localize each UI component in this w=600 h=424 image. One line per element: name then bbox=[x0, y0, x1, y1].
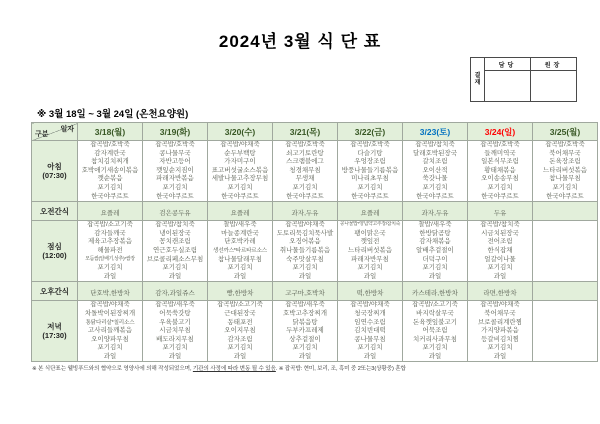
menu-item: 동태포전 bbox=[227, 318, 253, 326]
corner-cell bbox=[32, 123, 78, 141]
menu-item: 깻잎순지짐이 bbox=[156, 166, 194, 174]
menu-cell bbox=[403, 301, 468, 362]
menu-cell bbox=[533, 141, 598, 202]
column-header-date: 3/25(월) bbox=[533, 123, 598, 141]
approval-column-1: 담당 bbox=[485, 58, 531, 71]
menu-item: 포기김치 bbox=[97, 264, 123, 272]
menu-item: 과일 bbox=[363, 352, 377, 360]
menu-item: 잡곡밥/호박죽 bbox=[350, 141, 390, 148]
menu-item: 한국야쿠르트 bbox=[546, 192, 584, 200]
menu-cell bbox=[78, 301, 143, 362]
menu-item: 얼갈이나물 bbox=[484, 255, 516, 263]
menu-item: 한국야쿠르트 bbox=[156, 192, 194, 200]
menu-item: 과일 bbox=[493, 272, 507, 280]
menu-item: 포기김치 bbox=[97, 183, 123, 191]
menu-item: 감자채볶음 bbox=[419, 238, 451, 246]
menu-item: 포기김치 bbox=[227, 344, 253, 352]
snack-cell bbox=[273, 202, 338, 221]
menu-item: 닭볶음탕 bbox=[292, 318, 318, 326]
menu-item: 파래자반무침 bbox=[351, 255, 389, 263]
menu-item: 냉이된장국 bbox=[159, 229, 191, 237]
menu-item: 잡곡밥/참치죽 bbox=[480, 221, 520, 229]
menu-item: 포기김치 bbox=[422, 264, 448, 272]
menu-cell bbox=[208, 221, 273, 282]
menu-item: 들깨미역국 bbox=[484, 149, 516, 157]
menu-item: 포기김치 bbox=[227, 183, 253, 191]
menu-item: 포기김치 bbox=[357, 264, 383, 272]
menu-cell bbox=[78, 141, 143, 202]
snack-cell bbox=[338, 282, 403, 301]
column-header-date: 3/20(수) bbox=[208, 123, 273, 141]
menu-cell bbox=[403, 221, 468, 282]
row-label: 점심 (12:00) bbox=[32, 221, 78, 282]
menu-item: 과일 bbox=[168, 272, 182, 280]
snack-item: 단호박,한방차 bbox=[90, 290, 130, 298]
menu-item: 찰밥/새우죽 bbox=[418, 221, 452, 229]
snack-item: 두유 bbox=[493, 210, 507, 218]
menu-item: 도토리묵김치묵사발 bbox=[276, 229, 334, 237]
corner-label-date: 일자 bbox=[60, 126, 74, 133]
menu-item: 자반고등어 bbox=[159, 158, 191, 166]
menu-item: 깻잎전 bbox=[360, 238, 380, 246]
menu-cell bbox=[338, 221, 403, 282]
corner-label-category: 구분 bbox=[35, 131, 49, 138]
menu-item: 통닭다리살*칠리소스 bbox=[85, 319, 135, 326]
menu-item: 한국야쿠르트 bbox=[416, 192, 454, 200]
menu-item: 포기김치 bbox=[227, 264, 253, 272]
menu-item: 갈치조림 bbox=[422, 158, 448, 166]
menu-item: 호박고추장찌개 bbox=[283, 309, 327, 317]
snack-item: 요플레 bbox=[230, 210, 250, 218]
approval-box bbox=[470, 57, 577, 102]
menu-table bbox=[31, 122, 598, 362]
row-label: 오전간식 bbox=[32, 202, 78, 221]
menu-item: 잡곡밥/야채죽 bbox=[220, 141, 260, 148]
footer-note-underlined: 기관의 사정에 따라 변동 될 수 있음 bbox=[192, 366, 276, 372]
menu-item: 스크램블에그 bbox=[286, 158, 324, 166]
menu-item: 무생채 bbox=[295, 175, 315, 183]
meal-row bbox=[32, 141, 598, 202]
menu-item: 과일 bbox=[298, 352, 312, 360]
menu-table-body bbox=[32, 123, 598, 362]
snack-cell bbox=[208, 202, 273, 221]
snack-item: 카스테라,한방차 bbox=[412, 290, 458, 298]
column-header-date: 3/19(화) bbox=[143, 123, 208, 141]
snack-row bbox=[32, 282, 598, 301]
menu-item: 임연수조림 bbox=[354, 318, 386, 326]
menu-item: 잡곡밥/새우죽 bbox=[285, 301, 325, 309]
menu-item: 오이산적 bbox=[422, 166, 448, 174]
header-row bbox=[32, 123, 598, 141]
menu-item: 잡곡밥/새우죽 bbox=[155, 301, 195, 309]
menu-item: 브로콜리계란찜 bbox=[478, 318, 522, 326]
menu-item: 시금치된장국 bbox=[481, 229, 519, 237]
menu-item: 참치김치찌개 bbox=[91, 158, 129, 166]
column-header-date: 3/22(금) bbox=[338, 123, 403, 141]
menu-item: 잡곡밥/호박죽 bbox=[285, 141, 325, 148]
footer-note-prefix: ※ 본 식단표는 웰빙푸드와의 협약으로 영양사에 의해 작성되었으며, bbox=[32, 366, 193, 372]
menu-item: 가자미구이 bbox=[224, 158, 256, 166]
menu-item: 더덕구이 bbox=[422, 255, 448, 263]
menu-cell bbox=[273, 221, 338, 282]
row-label: 아침 (07:30) bbox=[32, 141, 78, 202]
menu-item: 감자조림 bbox=[227, 335, 253, 343]
menu-cell bbox=[468, 301, 533, 362]
menu-item: 순두부백탕 bbox=[224, 149, 256, 157]
menu-item: 북어채무국 bbox=[549, 149, 581, 157]
menu-item: 포기김치 bbox=[292, 344, 318, 352]
menu-cell bbox=[338, 301, 403, 362]
menu-item: 포기김치 bbox=[357, 344, 383, 352]
menu-item: 상추겉절이 bbox=[289, 335, 321, 343]
meal-row bbox=[32, 221, 598, 282]
snack-cell bbox=[78, 282, 143, 301]
menu-item: 포기김치 bbox=[552, 183, 578, 191]
menu-item: 전어조림 bbox=[487, 238, 513, 246]
menu-item: 청국장찌개 bbox=[354, 309, 386, 317]
approval-column-2: 원장 bbox=[531, 58, 577, 71]
menu-item: 두부카프레제 bbox=[286, 327, 324, 335]
menu-item: 오이송송무침 bbox=[481, 175, 519, 183]
menu-item: 한식잡채 bbox=[487, 246, 513, 254]
menu-cell bbox=[468, 141, 533, 202]
menu-item: 치커리사과무침 bbox=[413, 335, 457, 343]
snack-item: 빵,한방차 bbox=[226, 290, 254, 298]
menu-item: 포기김치 bbox=[97, 344, 123, 352]
menu-item: 마늘종계란국 bbox=[221, 229, 259, 237]
menu-item: 등갈비김치찜 bbox=[481, 335, 519, 343]
snack-item: 고구마,호박차 bbox=[285, 290, 325, 298]
menu-item: 미나리초무침 bbox=[351, 175, 389, 183]
menu-item: 바지락살무국 bbox=[416, 309, 454, 317]
menu-item: 잡곡밥/참치죽 bbox=[415, 141, 455, 148]
menu-item: 과일 bbox=[233, 272, 247, 280]
menu-cell bbox=[533, 301, 598, 362]
menu-item: 호박애기새송이볶음 bbox=[81, 166, 139, 174]
menu-cell bbox=[468, 221, 533, 282]
footer-note-suffix: . ※ 잡곡밥: 현미, 보리, 조, 흑미 중 2또는3(상황중) 혼합 bbox=[275, 366, 406, 372]
menu-item: 표고버섯굴소스볶음 bbox=[211, 166, 269, 174]
menu-item: 감자들깨국 bbox=[94, 229, 126, 237]
snack-item: 요플레 bbox=[100, 210, 120, 218]
menu-item: 우육불고기 bbox=[159, 318, 191, 326]
menu-item: 고사리들깨볶음 bbox=[88, 327, 132, 335]
menu-item: 찰밥/새우죽 bbox=[223, 221, 257, 229]
menu-cell bbox=[208, 301, 273, 362]
menu-item: 브로콜리페소스무침 bbox=[146, 255, 204, 263]
snack-cell bbox=[338, 202, 403, 221]
snack-cell bbox=[533, 202, 598, 221]
menu-item: 과일 bbox=[298, 272, 312, 280]
snack-cell bbox=[403, 202, 468, 221]
menu-item: 파래자반볶음 bbox=[156, 175, 194, 183]
menu-item: 근대된장국 bbox=[224, 309, 256, 317]
menu-item: 시금치무침 bbox=[159, 327, 191, 335]
menu-item: 쑥갓나물 bbox=[422, 175, 448, 183]
menu-item: 포기김치 bbox=[487, 344, 513, 352]
menu-cell bbox=[143, 141, 208, 202]
row-label: 저녁 (17:30) bbox=[32, 301, 78, 362]
snack-cell bbox=[468, 202, 533, 221]
menu-item: 청경채무침 bbox=[289, 166, 321, 174]
menu-item: 잡곡밥/호박죽 bbox=[545, 141, 585, 148]
menu-item: 느타리버섯볶음 bbox=[543, 166, 587, 174]
snack-cell bbox=[533, 282, 598, 301]
menu-item: 오이지무침 bbox=[224, 327, 256, 335]
menu-item: 잡곡밥/참치죽 bbox=[155, 221, 195, 229]
menu-item: 포기김치 bbox=[422, 183, 448, 191]
menu-item: 꽁치캔조림 bbox=[159, 238, 191, 246]
menu-item: 잡곡밥/호박죽 bbox=[155, 141, 195, 148]
menu-item: 잡곡밥/야채죽 bbox=[480, 301, 520, 309]
menu-item: 과일 bbox=[233, 352, 247, 360]
menu-cell bbox=[273, 141, 338, 202]
menu-item: 과일 bbox=[103, 352, 117, 360]
menu-item: 방풍나물들기름볶음 bbox=[341, 166, 399, 174]
menu-cell bbox=[208, 141, 273, 202]
column-header-date: 3/24(일) bbox=[468, 123, 533, 141]
row-label: 오후간식 bbox=[32, 282, 78, 301]
menu-item: 북어채무국 bbox=[484, 309, 516, 317]
snack-cell bbox=[143, 202, 208, 221]
snack-item: 떡,한방차 bbox=[356, 290, 384, 298]
menu-item: 과일 bbox=[168, 352, 182, 360]
menu-item: 돈육깻잎불고기 bbox=[413, 318, 457, 326]
snack-row bbox=[32, 202, 598, 221]
menu-item: 잡곡밥/야채죽 bbox=[350, 301, 390, 309]
snack-cell bbox=[143, 282, 208, 301]
menu-item: 잡곡밥/호박죽 bbox=[90, 141, 130, 148]
menu-item: 포기김치 bbox=[357, 183, 383, 191]
menu-item: 한국야쿠르트 bbox=[286, 192, 324, 200]
menu-item: 콩나물무침 bbox=[354, 335, 386, 343]
menu-item: 포기김치 bbox=[487, 183, 513, 191]
menu-item: 팽이맑은국 bbox=[354, 229, 386, 237]
menu-item: 한국야쿠르트 bbox=[351, 192, 389, 200]
menu-item: 참나물무침 bbox=[549, 175, 581, 183]
menu-item: 어묵쑥갓탕 bbox=[159, 309, 191, 317]
menu-item: 해물파전 bbox=[97, 246, 123, 254]
menu-item: 가지양파볶음 bbox=[481, 327, 519, 335]
menu-item: 어묵조림 bbox=[422, 327, 448, 335]
menu-item: 세발나물고추장무침 bbox=[211, 175, 269, 183]
menu-item: 우엉장조림 bbox=[354, 158, 386, 166]
menu-item: 포기김치 bbox=[162, 264, 188, 272]
menu-item: 감자계란국 bbox=[94, 149, 126, 157]
menu-item: 과일 bbox=[103, 272, 117, 280]
menu-item: 잡곡밥/소고기죽 bbox=[217, 301, 263, 309]
column-header-date: 3/21(목) bbox=[273, 123, 338, 141]
menu-item: 포기김치 bbox=[162, 344, 188, 352]
menu-item: 포기김치 bbox=[422, 344, 448, 352]
menu-item: 달래호박된장국 bbox=[413, 149, 457, 157]
snack-item: 과자,두유 bbox=[421, 210, 449, 218]
menu-item: 잡곡밥/야채죽 bbox=[285, 221, 325, 229]
page-title: 2024년 3월 식 단 표 bbox=[218, 32, 382, 51]
approval-sign-cell bbox=[485, 71, 531, 102]
menu-item: 김치빈대떡 bbox=[354, 327, 386, 335]
menu-item: 잡곡밥/야채죽 bbox=[90, 301, 130, 309]
menu-item: 취나물들기름볶음 bbox=[279, 246, 331, 254]
menu-item: 알배추겉절이 bbox=[416, 246, 454, 254]
menu-item: 오징어볶음 bbox=[289, 238, 321, 246]
menu-item: 제육고추장볶음 bbox=[88, 238, 132, 246]
menu-cell bbox=[143, 221, 208, 282]
menu-item: 과일 bbox=[363, 272, 377, 280]
menu-item: 생선까스*타르타르소스 bbox=[212, 247, 267, 254]
menu-item: 과일 bbox=[428, 272, 442, 280]
menu-item: 다슬기탕 bbox=[357, 149, 383, 157]
menu-item: 콩나물밥*양념약고추장/참치죽 bbox=[339, 222, 401, 228]
date-range-subtitle: ※ 3월 18일 ~ 3월 24일 (온천요양원) bbox=[37, 109, 189, 120]
menu-item: 쇠고기토란탕 bbox=[286, 149, 324, 157]
menu-cell bbox=[338, 141, 403, 202]
menu-item: 차돌박이된장찌개 bbox=[84, 309, 136, 317]
menu-item: 연근호두실조림 bbox=[153, 246, 197, 254]
menu-item: 포기김치 bbox=[292, 264, 318, 272]
menu-cell bbox=[403, 141, 468, 202]
menu-item: 한방닭곰탕 bbox=[419, 229, 451, 237]
menu-item: 배도라지무침 bbox=[156, 335, 194, 343]
menu-item: 잡곡밥/호박죽 bbox=[480, 141, 520, 148]
menu-cell bbox=[273, 301, 338, 362]
menu-item: 한국야쿠르트 bbox=[481, 192, 519, 200]
snack-cell bbox=[78, 202, 143, 221]
menu-item: 깻순볶음 bbox=[97, 175, 123, 183]
approval-stamp-label: 결 재 bbox=[471, 58, 485, 102]
menu-item: 모듬쌈(알배기,상추)*쌈장 bbox=[85, 256, 135, 262]
menu-item: 단호박카레 bbox=[224, 238, 256, 246]
column-header-date: 3/18(월) bbox=[78, 123, 143, 141]
menu-item: 포기김치 bbox=[162, 183, 188, 191]
menu-item: 콩나물무국 bbox=[159, 149, 191, 157]
footer-note bbox=[32, 364, 598, 372]
menu-item: 돈육장조림 bbox=[549, 158, 581, 166]
menu-item: 포기김치 bbox=[292, 183, 318, 191]
menu-item: 한국야쿠르트 bbox=[91, 192, 129, 200]
menu-cell bbox=[143, 301, 208, 362]
snack-cell bbox=[208, 282, 273, 301]
menu-item: 잡곡밥/소고기죽 bbox=[412, 301, 458, 309]
snack-cell bbox=[468, 282, 533, 301]
snack-item: 요플레 bbox=[360, 210, 380, 218]
snack-item: 라면,한방차 bbox=[483, 290, 517, 298]
menu-item: 한국야쿠르트 bbox=[221, 192, 259, 200]
snack-cell bbox=[403, 282, 468, 301]
menu-item: 숙주맛살무침 bbox=[286, 255, 324, 263]
menu-item: 참나물달래무침 bbox=[218, 255, 262, 263]
menu-item: 일본식무조림 bbox=[481, 158, 519, 166]
menu-item: 느타리버섯볶음 bbox=[348, 246, 392, 254]
menu-item: 잡곡밥/소고기죽 bbox=[87, 221, 133, 229]
menu-cell bbox=[78, 221, 143, 282]
meal-row bbox=[32, 301, 598, 362]
menu-item: 과일 bbox=[428, 352, 442, 360]
snack-item: 검은콩두유 bbox=[159, 210, 191, 218]
snack-item: 과자,두유 bbox=[291, 210, 319, 218]
menu-item: 과일 bbox=[493, 352, 507, 360]
menu-cell bbox=[533, 221, 598, 282]
menu-item: 포기김치 bbox=[487, 264, 513, 272]
snack-cell bbox=[273, 282, 338, 301]
menu-item: 오이양파무침 bbox=[91, 335, 129, 343]
column-header-date: 3/23(토) bbox=[403, 123, 468, 141]
approval-sign-cell bbox=[531, 71, 577, 102]
menu-item: 황태채볶음 bbox=[484, 166, 516, 174]
snack-item: 감자,과일쥬스 bbox=[155, 290, 195, 298]
